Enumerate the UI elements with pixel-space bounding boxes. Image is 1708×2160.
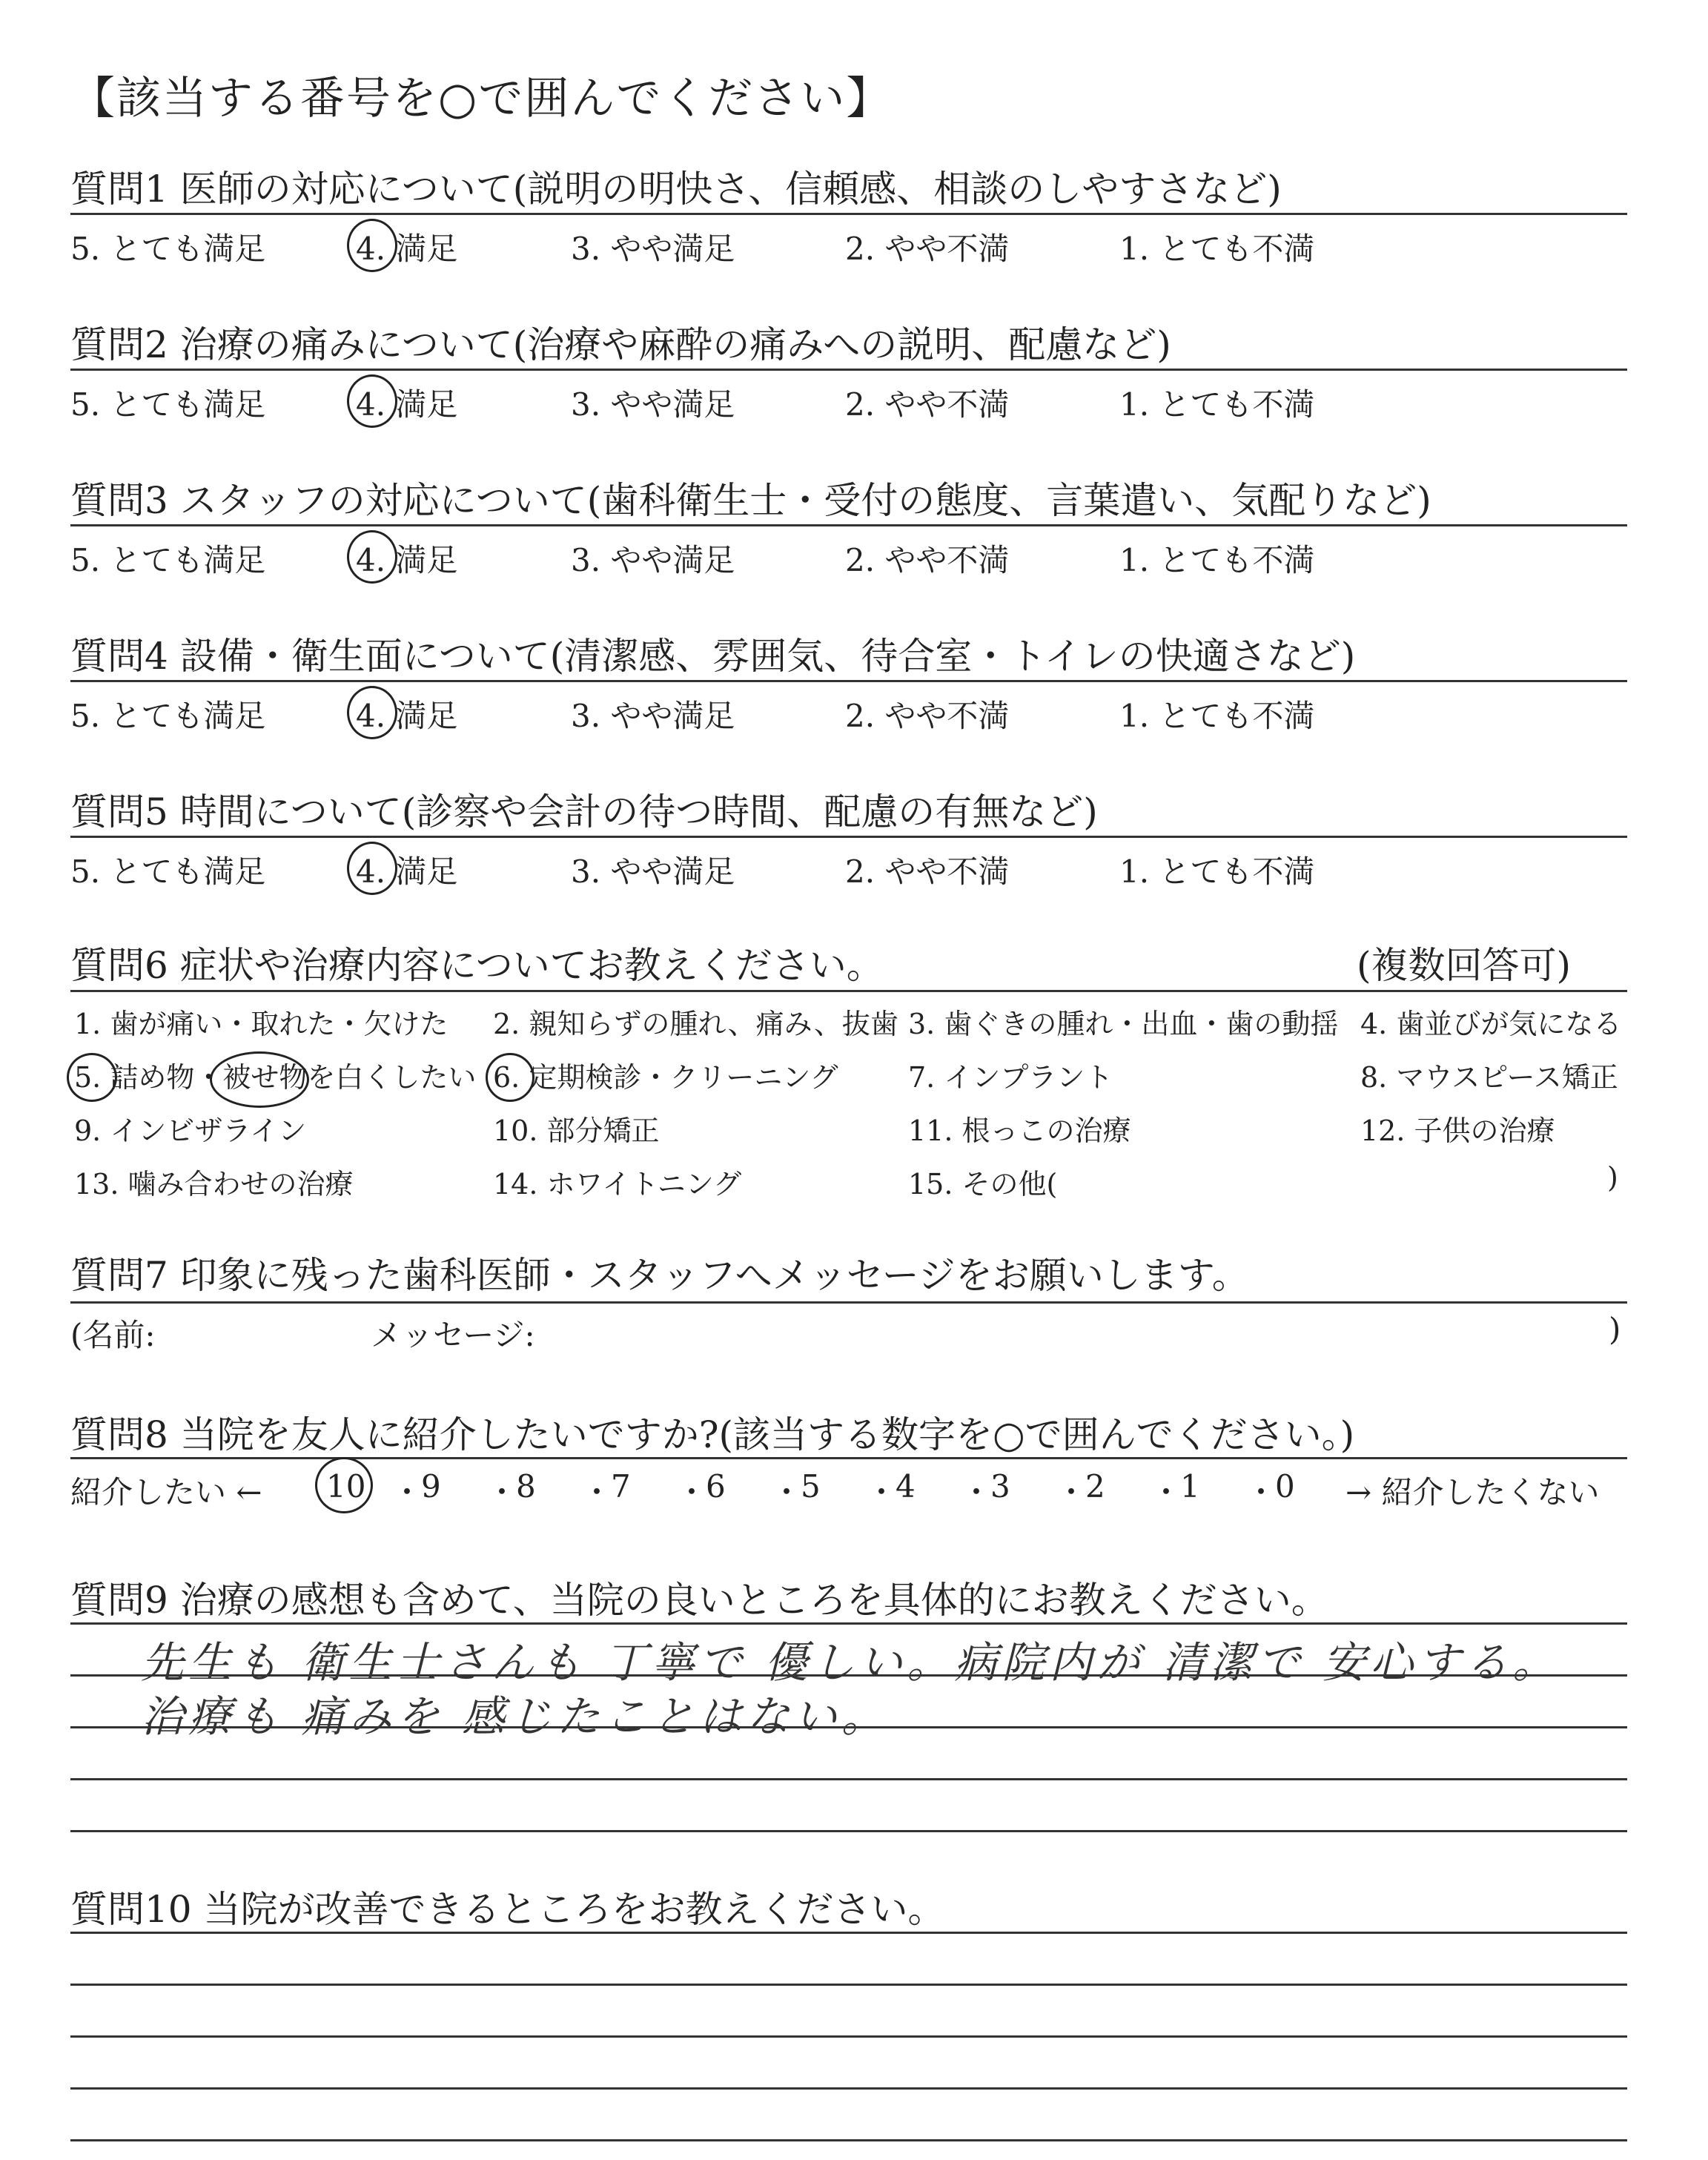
- q1-option-5[interactable]: 5. とても満足: [70, 231, 266, 267]
- question-4-rule: [70, 680, 1627, 682]
- q6-option-3[interactable]: 3. 歯ぐきの腫れ・出血・歯の動揺: [908, 1008, 1339, 1040]
- question-3-title: 質問3 スタッフの対応について(歯科衛生士・受付の態度、言葉遣い、気配りなど): [70, 479, 1431, 522]
- question-6-rule: [70, 990, 1627, 992]
- q8-left-label: 紹介したい ←: [70, 1474, 262, 1510]
- q5-option-4[interactable]: 4. 満足: [356, 853, 458, 890]
- q9-line-2: [70, 1726, 1627, 1728]
- q8-separator: ・: [1056, 1474, 1088, 1510]
- q7-message-label: メッセージ:: [371, 1317, 535, 1353]
- q6-option-4[interactable]: 4. 歯並びが気になる: [1360, 1008, 1622, 1040]
- q9-line-1: [70, 1674, 1627, 1677]
- q2-option-1[interactable]: 1. とても不満: [1119, 386, 1315, 423]
- q1-option-3[interactable]: 3. やや満足: [571, 231, 735, 267]
- question-7-rule: [70, 1301, 1627, 1304]
- q8-separator: ・: [676, 1474, 708, 1510]
- q8-separator: ・: [1245, 1474, 1277, 1510]
- question-2-title: 質問2 治療の痛みについて(治療や麻酔の痛みへの説明、配慮など): [70, 323, 1171, 366]
- q9-answer-line-1: 先生も 衛生士さんも 丁寧で 優しい。病院内が 清潔で 安心する。: [141, 1637, 1560, 1688]
- q6-option-12[interactable]: 12. 子供の治療: [1360, 1114, 1555, 1147]
- q8-scale-5[interactable]: 5: [801, 1468, 821, 1505]
- q3-selected-circle: [347, 530, 397, 584]
- q6-option-6[interactable]: 6. 定期検診・クリーニング: [493, 1061, 838, 1094]
- question-3-rule: [70, 524, 1627, 526]
- q5-option-3[interactable]: 3. やや満足: [571, 853, 735, 890]
- q6-option-5-circle: [67, 1053, 117, 1102]
- question-4-title: 質問4 設備・衛生面について(清潔感、雰囲気、待合室・トイレの快適さなど): [70, 635, 1356, 678]
- q10-line-3: [70, 2035, 1627, 2038]
- q3-option-4[interactable]: 4. 満足: [356, 542, 458, 578]
- q4-option-5[interactable]: 5. とても満足: [70, 698, 266, 734]
- question-9-title: 質問9 治療の感想も含めて、当院の良いところを具体的にお教えください。: [70, 1579, 1328, 1622]
- q6-option-5-sub-circle: [210, 1051, 309, 1108]
- q4-option-1[interactable]: 1. とても不満: [1119, 698, 1315, 734]
- question-5-title: 質問5 時間について(診察や会計の待つ時間、配慮の有無など): [70, 790, 1098, 833]
- q5-option-5[interactable]: 5. とても満足: [70, 853, 266, 890]
- q4-selected-circle: [347, 686, 397, 739]
- q4-option-3[interactable]: 3. やや満足: [571, 698, 735, 734]
- question-8-title: 質問8 当院を友人に紹介したいですか?(該当する数字を○で囲んでください。): [70, 1413, 1355, 1456]
- q8-scale-2[interactable]: 2: [1085, 1468, 1105, 1505]
- q8-scale-7[interactable]: 7: [611, 1468, 631, 1505]
- question-10-title: 質問10 当院が改善できるところをお教えください。: [70, 1888, 945, 1931]
- q1-option-2[interactable]: 2. やや不満: [845, 231, 1010, 267]
- q6-option-5[interactable]: 5. 詰め物・被せ物を白くしたい: [74, 1061, 477, 1094]
- q6-option-1[interactable]: 1. 歯が痛い・取れた・欠けた: [74, 1008, 448, 1040]
- question-5-rule: [70, 836, 1627, 838]
- q8-separator: ・: [1151, 1474, 1182, 1510]
- q6-option-14[interactable]: 14. ホワイトニング: [493, 1168, 742, 1200]
- q5-option-1[interactable]: 1. とても不満: [1119, 853, 1315, 890]
- q6-option-2[interactable]: 2. 親知らずの腫れ、痛み、抜歯: [493, 1008, 898, 1040]
- q2-option-3[interactable]: 3. やや満足: [571, 386, 735, 423]
- q2-option-5[interactable]: 5. とても満足: [70, 386, 266, 423]
- q10-line-5: [70, 2139, 1627, 2141]
- q2-selected-circle: [347, 374, 397, 428]
- q1-option-4[interactable]: 4. 満足: [356, 231, 458, 267]
- q8-right-label: → 紹介したくない: [1345, 1474, 1600, 1510]
- q8-scale-4[interactable]: 4: [896, 1468, 916, 1505]
- q8-selected-circle: [315, 1457, 373, 1513]
- q10-line-2: [70, 1984, 1627, 1986]
- question-9-rule: [70, 1622, 1627, 1625]
- q7-name-label: (名前:: [70, 1317, 156, 1353]
- q8-separator: ・: [961, 1474, 993, 1510]
- q8-scale-3[interactable]: 3: [990, 1468, 1010, 1505]
- q3-option-2[interactable]: 2. やや不満: [845, 542, 1010, 578]
- q6-option-7[interactable]: 7. インプラント: [908, 1061, 1113, 1094]
- question-6-note: (複数回答可): [1357, 944, 1572, 987]
- form-heading: 【該当する番号を○で囲んでください】: [70, 73, 893, 125]
- question-7-title: 質問7 印象に残った歯科医師・スタッフへメッセージをお願いします。: [70, 1254, 1249, 1297]
- q3-option-1[interactable]: 1. とても不満: [1119, 542, 1315, 578]
- q8-separator: ・: [581, 1474, 613, 1510]
- q8-separator: ・: [486, 1474, 518, 1510]
- q6-option-10[interactable]: 10. 部分矯正: [493, 1114, 660, 1147]
- q6-option-6-circle: [486, 1053, 534, 1102]
- q8-scale-10[interactable]: 10: [326, 1468, 366, 1505]
- q9-line-3: [70, 1778, 1627, 1780]
- question-1-rule: [70, 213, 1627, 215]
- q3-option-5[interactable]: 5. とても満足: [70, 542, 266, 578]
- q2-option-4[interactable]: 4. 満足: [356, 386, 458, 423]
- q6-option-9[interactable]: 9. インビザライン: [74, 1114, 307, 1147]
- q1-option-1[interactable]: 1. とても不満: [1119, 231, 1315, 267]
- q8-separator: ・: [866, 1474, 898, 1510]
- q8-scale-1[interactable]: 1: [1180, 1468, 1200, 1505]
- q8-separator: ・: [391, 1474, 423, 1510]
- q6-option-11[interactable]: 11. 根っこの治療: [908, 1114, 1131, 1147]
- q3-option-3[interactable]: 3. やや満足: [571, 542, 735, 578]
- q6-option-8[interactable]: 8. マウスピース矯正: [1360, 1061, 1618, 1094]
- q10-line-1: [70, 1932, 1627, 1934]
- q8-scale-0[interactable]: 0: [1275, 1468, 1295, 1505]
- q5-selected-circle: [347, 842, 397, 895]
- question-8-rule: [70, 1457, 1627, 1459]
- q10-line-4: [70, 2087, 1627, 2090]
- q7-close-paren: ): [1609, 1311, 1621, 1347]
- q2-option-2[interactable]: 2. やや不満: [845, 386, 1010, 423]
- q8-scale-6[interactable]: 6: [706, 1468, 726, 1505]
- q9-answer-line-2: 治療も 痛みを 感じたことはない。: [141, 1691, 889, 1742]
- question-1-title: 質問1 医師の対応について(説明の明快さ、信頼感、相談のしやすさなど): [70, 168, 1282, 211]
- q8-scale-9[interactable]: 9: [421, 1468, 441, 1505]
- q4-option-2[interactable]: 2. やや不満: [845, 698, 1010, 734]
- q5-option-2[interactable]: 2. やや不満: [845, 853, 1010, 890]
- q4-option-4[interactable]: 4. 満足: [356, 698, 458, 734]
- q8-separator: ・: [771, 1474, 803, 1510]
- q6-other-close: ): [1607, 1161, 1618, 1194]
- q8-scale-8[interactable]: 8: [516, 1468, 536, 1505]
- question-6-title: 質問6 症状や治療内容についてお教えください。: [70, 944, 884, 987]
- q6-option-13[interactable]: 13. 噛み合わせの治療: [74, 1168, 354, 1200]
- question-2-rule: [70, 369, 1627, 371]
- q1-selected-circle: [347, 219, 397, 272]
- q6-option-15[interactable]: 15. その他(: [908, 1168, 1058, 1200]
- q9-line-4: [70, 1830, 1627, 1832]
